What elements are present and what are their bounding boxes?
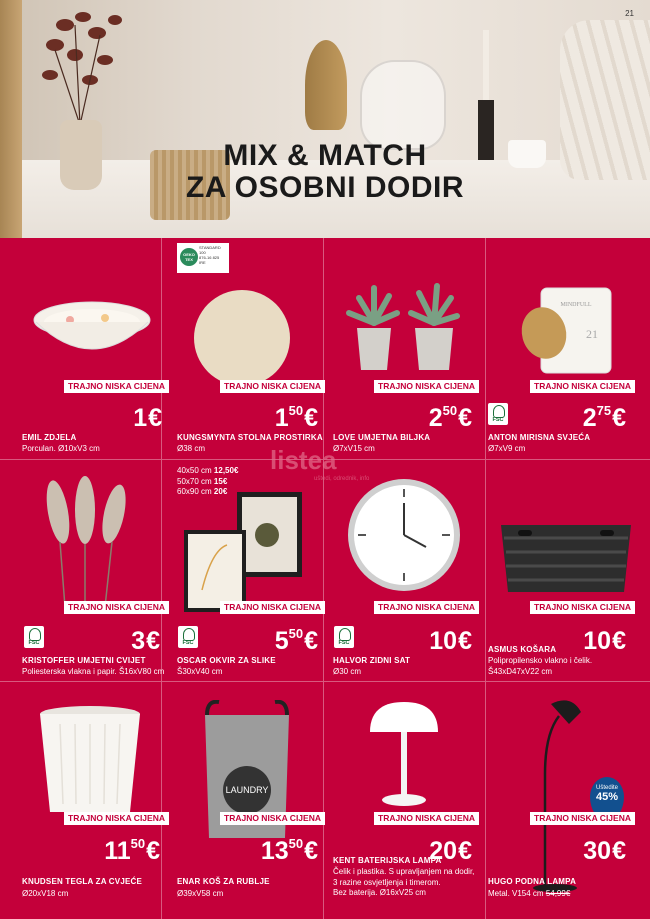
tag-low-price: TRAJNO NISKA CIJENA	[64, 380, 169, 393]
tag-low-price: TRAJNO NISKA CIJENA	[530, 380, 635, 393]
product-name: ENAR KOŠ ZA RUBLJE	[177, 877, 270, 886]
flower-pot-image	[35, 704, 145, 814]
fsc-logo: FSC	[178, 626, 198, 648]
svg-text:LAUNDRY: LAUNDRY	[225, 785, 269, 795]
price-enar: $13^{50}€$	[260, 836, 318, 865]
oeko-tex-logo: OEKO TEX	[180, 248, 198, 266]
tag-low-price: TRAJNO NISKA CIJENA	[374, 812, 479, 825]
product-desc: Ø20xV18 cm	[22, 889, 69, 898]
price-halvor: 10€	[429, 627, 472, 655]
picture-frames-image	[182, 490, 307, 615]
product-name: ANTON MIRISNA SVJEĆA	[488, 433, 591, 442]
tag-low-price: TRAJNO NISKA CIJENA	[220, 380, 325, 393]
tag-low-price: TRAJNO NISKA CIJENA	[220, 601, 325, 614]
product-name: KUNGSMYNTA STOLNA PROSTIRKA	[177, 433, 323, 442]
desc-line: 3 razine osvjetljenja i timerom.	[333, 877, 441, 887]
price-love: $2^{50}€$	[428, 403, 472, 432]
savings-value: 45%	[595, 791, 619, 803]
candle-image	[516, 278, 626, 378]
tag-low-price: TRAJNO NISKA CIJENA	[374, 601, 479, 614]
product-desc: Ø7xV15 cm	[333, 444, 375, 453]
hero-glass-vase	[360, 60, 446, 150]
placemat-image	[187, 288, 297, 388]
product-desc: Ø38 cm	[177, 444, 206, 453]
svg-text:MINDFULL: MINDFULL	[560, 302, 592, 308]
wall-clock-image	[344, 475, 464, 595]
price-oscar: $5^{50}€$	[274, 626, 318, 655]
price-kungsmynta: $1^{50}€$	[274, 403, 318, 432]
oeko-tex-badge	[177, 243, 229, 273]
product-name: ASMUS KOŠARA	[488, 645, 557, 654]
oeko-standard: STANDARD 100	[199, 245, 221, 255]
bowl-image	[30, 298, 155, 368]
price-kent: 20€	[429, 837, 472, 865]
artificial-plants-image	[339, 278, 469, 378]
product-desc	[488, 656, 592, 677]
oeko-code: 876-16 825 IRE	[199, 255, 220, 265]
svg-text:21: 21	[586, 327, 598, 341]
hero-sculpture	[305, 40, 347, 130]
product-name: HUGO PODNA LAMPA	[488, 877, 577, 886]
product-name: EMIL ZDJELA	[22, 433, 77, 442]
price-asmus: 10€	[583, 627, 626, 655]
product-desc: Ø39xV58 cm	[177, 889, 224, 898]
product-desc: Poliesterska vlakna i papir. Š16xV80 cm	[22, 667, 165, 676]
price-knudsen: $11^{50}€$	[104, 836, 160, 865]
product-name: OSCAR OKVIR ZA SLIKE	[177, 656, 276, 665]
size-price-row: 50x70 cm 15€	[177, 476, 228, 486]
product-desc	[488, 889, 570, 900]
price-anton: $2^{75}€$	[582, 403, 626, 432]
tag-low-price: TRAJNO NISKA CIJENA	[530, 601, 635, 614]
watermark: listea uštedi, odrednik, info	[270, 445, 370, 482]
price-kristoffer: 3€	[131, 627, 160, 655]
hero-candle	[483, 30, 489, 100]
product-desc: Porculan. Ø10xV3 cm	[22, 444, 100, 453]
tag-low-price: TRAJNO NISKA CIJENA	[64, 601, 169, 614]
product-name: KENT BATERIJSKA LAMPA	[333, 856, 442, 865]
pampas-grass-image	[30, 472, 140, 607]
frame-size-prices	[177, 466, 238, 498]
size-price-row: 60x90 cm 20€	[177, 487, 228, 496]
tag-low-price: TRAJNO NISKA CIJENA	[220, 812, 325, 825]
product-desc	[333, 867, 474, 899]
battery-lamp-image	[364, 700, 444, 810]
price-emil: 1€	[133, 404, 162, 432]
old-price: 54,99€	[545, 889, 571, 898]
price-hugo: 30€	[583, 837, 626, 865]
tag-low-price: TRAJNO NISKA CIJENA	[64, 812, 169, 825]
desc-line: Čelik i plastika. S upravljanjem na dodir,	[333, 867, 475, 876]
desc-line: Bez baterija. Ø16xV25 cm	[333, 888, 426, 897]
product-name: KRISTOFFER UMJETNI CVIJET	[22, 656, 146, 665]
fsc-logo: FSC	[488, 403, 508, 425]
tag-low-price: TRAJNO NISKA CIJENA	[374, 380, 479, 393]
desc-line: Metal. V154 cm	[488, 889, 544, 898]
desc-line: Š43xD47xV22 cm	[488, 666, 553, 676]
page-headline	[0, 140, 650, 204]
fsc-logo: FSC	[334, 626, 354, 648]
product-name: HALVOR ZIDNI SAT	[333, 656, 411, 665]
page-number: 21	[625, 9, 634, 18]
product-name: LOVE UMJETNA BILJKA	[333, 433, 431, 442]
product-desc: Ø30 cm	[333, 667, 362, 676]
savings-label: Uštedite	[595, 785, 618, 791]
product-name: KNUDSEN TEGLA ZA CVJEĆE	[22, 877, 143, 886]
desc-line: Polipropilensko vlakno i čelik.	[488, 656, 593, 665]
fsc-logo: FSC	[24, 626, 44, 648]
tag-low-price: TRAJNO NISKA CIJENA	[530, 812, 635, 825]
product-desc: Ø7xV9 cm	[488, 444, 526, 453]
size-price-row: 40x50 cm 12,50€	[177, 466, 239, 475]
product-desc: Š30xV40 cm	[177, 667, 223, 676]
basket-image	[496, 520, 636, 595]
eucalyptus-stems-illustration	[35, 5, 135, 125]
headline-line-2: ZA OSOBNI DODIR	[185, 171, 465, 204]
headline-line-1: MIX & MATCH	[223, 139, 427, 172]
